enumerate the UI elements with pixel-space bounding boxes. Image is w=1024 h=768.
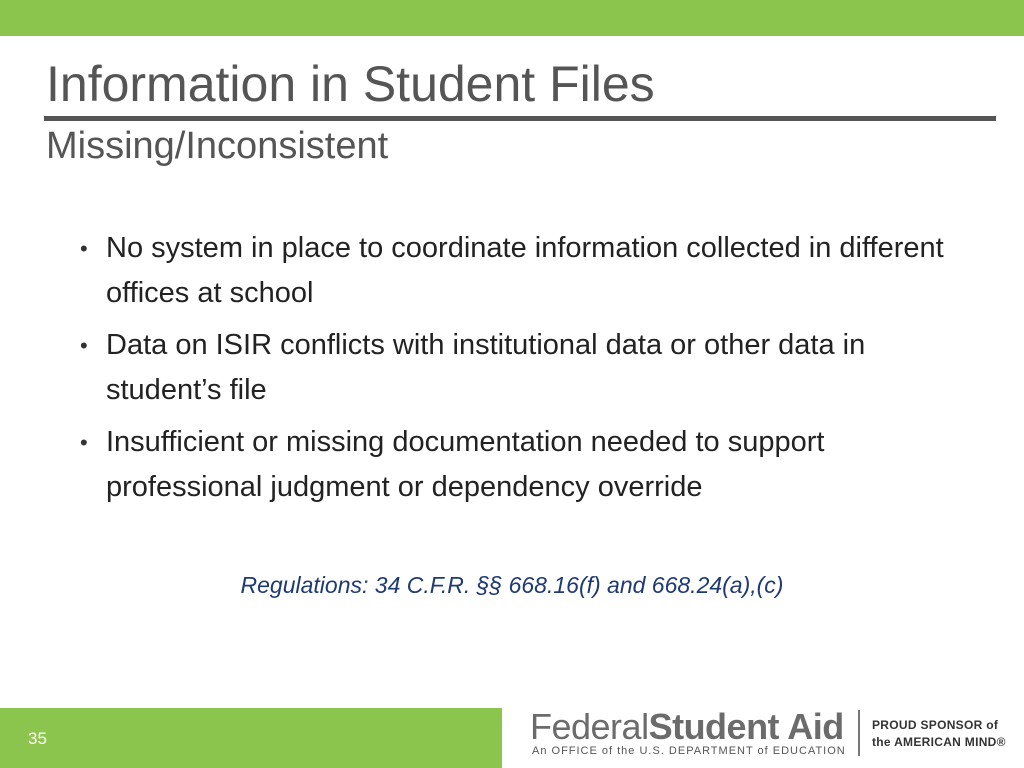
regulations-citation: Regulations: 34 C.F.R. §§ 668.16(f) and 668.24(a),(c) bbox=[240, 572, 784, 598]
bullet-icon: • bbox=[80, 236, 88, 261]
bullet-list bbox=[76, 226, 956, 517]
slide-subtitle: Missing/Inconsistent bbox=[46, 125, 389, 167]
bullet-text: No system in place to coordinate information collected in different offices at school bbox=[106, 232, 944, 309]
sponsor-line-2: the AMERICAN MIND® bbox=[872, 735, 1006, 749]
title-underline bbox=[44, 116, 996, 121]
logo-wordmark bbox=[530, 706, 844, 748]
bullet-icon: • bbox=[80, 333, 88, 358]
bullet-item bbox=[76, 420, 956, 510]
sponsor-text bbox=[872, 717, 1022, 751]
footer-green-band bbox=[0, 708, 502, 768]
bullet-icon: • bbox=[80, 430, 88, 455]
logo-word-bold: Student Aid bbox=[648, 706, 844, 747]
sponsor-line-1: PROUD SPONSOR of bbox=[872, 718, 999, 732]
logo-word-regular: Federal bbox=[530, 706, 649, 747]
logo-divider bbox=[858, 710, 860, 756]
bullet-item bbox=[76, 323, 956, 413]
logo-tagline: An OFFICE of the U.S. DEPARTMENT of EDUCATION bbox=[532, 745, 846, 757]
slide-title: Information in Student Files bbox=[46, 56, 655, 112]
top-accent-bar bbox=[0, 0, 1024, 36]
federal-student-aid-logo bbox=[530, 706, 850, 764]
slide-number: 35 bbox=[28, 729, 47, 748]
bullet-item bbox=[76, 226, 956, 316]
bullet-text: Insufficient or missing documentation needed to support professional judgment or dependency override bbox=[106, 426, 825, 503]
bullet-text: Data on ISIR conflicts with institutional data or other data in student’s file bbox=[106, 329, 866, 406]
